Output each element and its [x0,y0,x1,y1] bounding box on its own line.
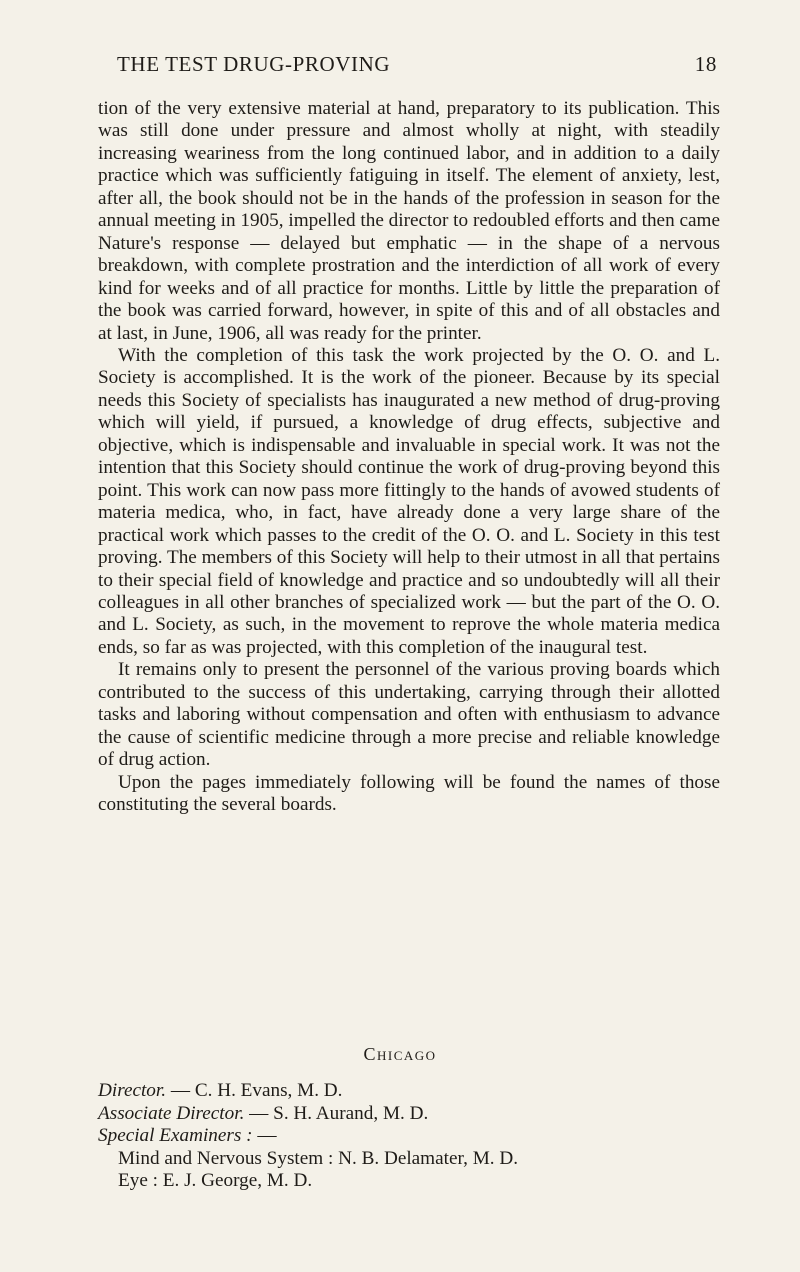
paragraph-1: tion of the very extensive material at hand, preparatory to its publication. This was still done under pressure and almost wholly at night, with steadily increasing weariness from the long continued labor, and in addition to a daily practice which was sufficiently fatiguing in itself. The element of anxiety, lest, after all, the book should not be in the hands of the profession in season for the annual meeting in 1905, impelled the director to redoubled efforts and then came Nature's response — delayed but emphatic — in the shape of a nervous breakdown, with complete prostration and the interdiction of all work of every kind for weeks and of all practice for months. Little by little the preparation of the book was carried forward, however, in spite of this and of all obstacles and at last, in June, 1906, all was ready for the printer. [98,98,720,344]
mind-examiner-name: N. B. Delamater, M. D. [338,1147,518,1169]
section-title-chicago: Chicago [363,1044,437,1064]
paragraph-3: It remains only to present the personnel of the various proving boards which contributed to the success of this undertaking, carrying through their allotted tasks and laboring without compensation and often with enthusiasm to advance the cause of scientific medicine through a more precise and reliable knowledge of drug action. [98,659,720,771]
staff-list [98,1080,718,1193]
eye-examiner-line [98,1170,718,1193]
running-header [117,52,717,77]
director-name: — C. H. Evans, M. D. [166,1080,343,1101]
associate-director-name: — S. H. Aurand, M. D. [244,1102,429,1124]
body-text [98,98,720,817]
eye-specialty: Eye : [118,1170,163,1191]
associate-director-role: Associate Director. [98,1102,245,1124]
special-examiners-dash: — [252,1125,277,1146]
mind-specialty: Mind and Nervous System : [118,1147,339,1169]
running-title: THE TEST DRUG-PROVING [117,52,391,76]
paragraph-2: With the completion of this task the work projected by the O. O. and L. Society is accomplished. It is the work of the pioneer. Because by its special needs this Society of specialists has inaugurated a new method of drug-proving which will yield, if pursued, a knowledge of drug effects, subjective and objective, which is indispensable and invaluable in special work. It was not the intention that this Society should continue the work of drug-proving beyond this point. This work can now pass more fittingly to the hands of avowed students of materia medica, who, in fact, have already done a very large share of the practical work which passes to the credit of the O. O. and L. Society in this test proving. The members of this Society will help to their utmost in all that pertains to their special field of knowledge and practice and so undoubtedly will all their colleagues in all other branches of specialized work — but the part of the O. O. and L. Society, as such, in the movement to reprove the whole materia medica ends, so far as was projected, with this completion of the inaugural test. [98,344,720,658]
special-examiners-role: Special Examiners : [98,1125,253,1146]
associate-director-line [98,1103,718,1126]
director-role: Director. [98,1080,167,1101]
eye-examiner-name: E. J. George, M. D. [162,1170,313,1191]
director-line [98,1080,718,1103]
mind-examiner-line [98,1148,718,1171]
paragraph-4: Upon the pages immediately following will be found the names of those constituting the several boards. [98,771,720,816]
special-examiners-line [98,1125,718,1148]
page-number: 18 [694,52,717,76]
